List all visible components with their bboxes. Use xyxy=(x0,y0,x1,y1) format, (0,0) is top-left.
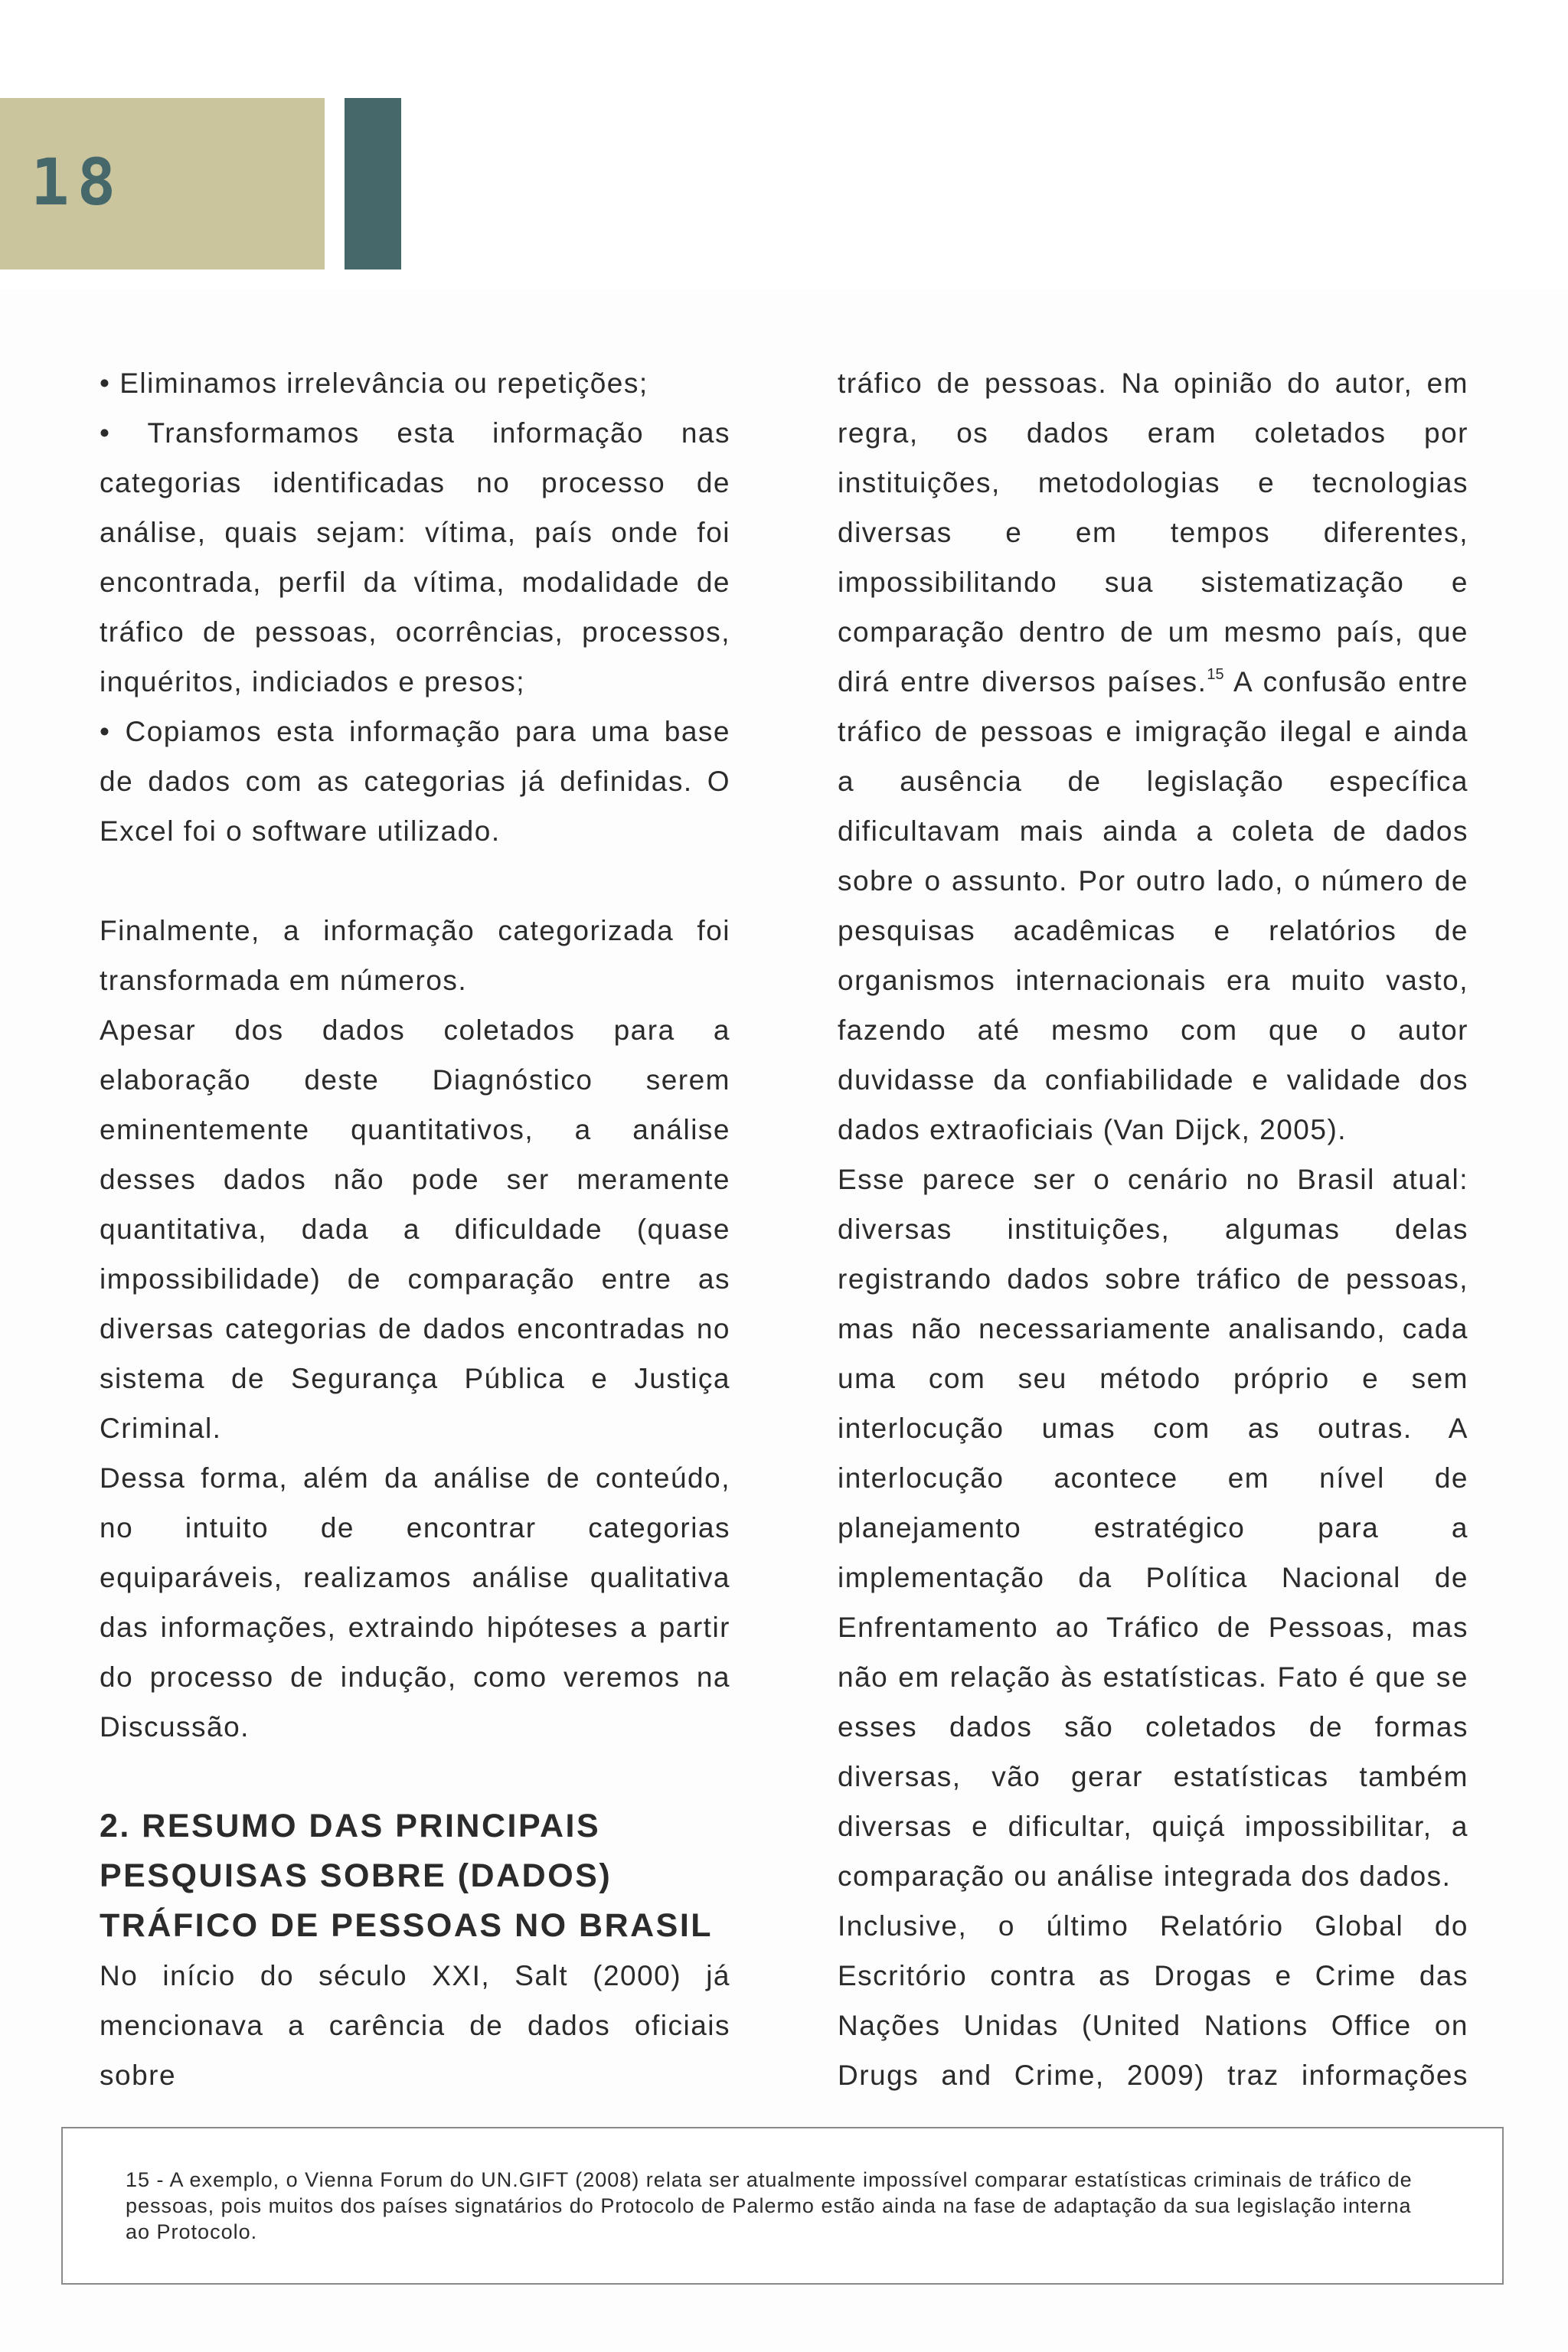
footnote-reference[interactable]: 15 xyxy=(1207,666,1224,683)
paragraph-global-report: Inclusive, o último Relatório Global do Escritório contra as Drogas e Crime das Nações Unidas (United Nations Office on Drugs and Crime, 2009) traz informações xyxy=(838,1910,1468,2091)
paragraph-quantitative-analysis: Apesar dos dados coletados para a elaboração deste Diagnóstico serem eminentemente quantitativos, a análise desses dados não pode ser meramente quantitativa, dada a dificuldade (quase impossibilidade) de comparação entre as diversas categorias de dados encontradas no sistema de Segurança Pública e Justiça Criminal. xyxy=(100,1014,730,1444)
footnote-box xyxy=(61,2127,1504,2285)
header-accent-bar xyxy=(345,98,401,270)
section-heading: 2. RESUMO DAS PRINCIPAIS PESQUISAS SOBRE (DADOS) TRÁFICO DE PESSOAS NO BRASIL xyxy=(100,1808,714,1944)
paragraph-gap xyxy=(100,856,730,906)
footnote-text: 15 - A exemplo, o Vienna Forum do UN.GIFT (2008) relata ser atualmente impossível comparar estatísticas criminais de tráfico de pessoas, pois muitos dos países signatários do Protocolo de Palermo estão ainda na fase de adaptação da sua legislação interna ao Protocolo. xyxy=(126,2168,1413,2243)
paragraph-data-collection-part-2: A confusão entre tráfico de pessoas e imigração ilegal e ainda a ausência de legislação específica dificultavam mais ainda a coleta de dados sobre o assunto. Por outro lado, o número de pesquisas acadêmicas e relatórios de organismos internacionais era muito vasto, fazendo até mesmo com que o autor duvidasse da confiabilidade e validade dos dados extraoficiais (Van Dijck, 2005). xyxy=(838,666,1468,1145)
bullet-transform-information: • Transformamos esta informação nas categorias identificadas no processo de análise, quais sejam: vítima, país onde foi encontrada, perfil da vítima, modalidade de tráfico de pessoas, ocorrências, processos, inquéritos, indiciados e presos; xyxy=(100,417,730,697)
right-column xyxy=(838,358,1468,2100)
paragraph-qualitative-analysis: Dessa forma, além da análise de conteúdo, no intuito de encontrar categorias equiparáveis, realizamos análise qualitativa das informações, extraindo hipóteses a partir do processo de indução, como veremos na Discussão. xyxy=(100,1462,730,1743)
paragraph-finally: Finalmente, a informação categorizada foi transformada em números. xyxy=(100,915,730,996)
bullet-copy-to-database: • Copiamos esta informação para uma base de dados com as categorias já definidas. O Excel foi o software utilizado. xyxy=(100,716,730,847)
page-number: 18 xyxy=(31,145,124,220)
paragraph-data-collection xyxy=(838,358,1468,1155)
bullet-eliminate-irrelevance: • Eliminamos irrelevância ou repetições; xyxy=(100,368,648,399)
paragraph-brazil-scenario: Esse parece ser o cenário no Brasil atual: diversas instituições, algumas delas registrando dados sobre tráfico de pessoas, mas não necessariamente analisando, cada uma com seu método próprio e sem interlocução umas com as outras. A interlocução acontece em nível de planejamento estratégico para a implementação da Política Nacional de Enfrentamento ao Tráfico de Pessoas, mas não em relação às estatísticas. Fato é que se esses dados são coletados de formas diversas, vão gerar estatísticas também diversas e dificultar, quiçá impossibilitar, a comparação ou análise integrada dos dados. xyxy=(838,1164,1468,1892)
paragraph-data-collection-part-1: tráfico de pessoas. Na opinião do autor, em regra, os dados eram coletados por instituições, metodologias e tecnologias diversas e em tempos diferentes, impossibilitando sua sistematização e comparação dentro de um mesmo país, que dirá entre diversos países. xyxy=(838,368,1468,697)
paragraph-salt-2000: No início do século XXI, Salt (2000) já mencionava a carência de dados oficiais sobre xyxy=(100,1960,730,2091)
left-column xyxy=(100,358,730,2100)
